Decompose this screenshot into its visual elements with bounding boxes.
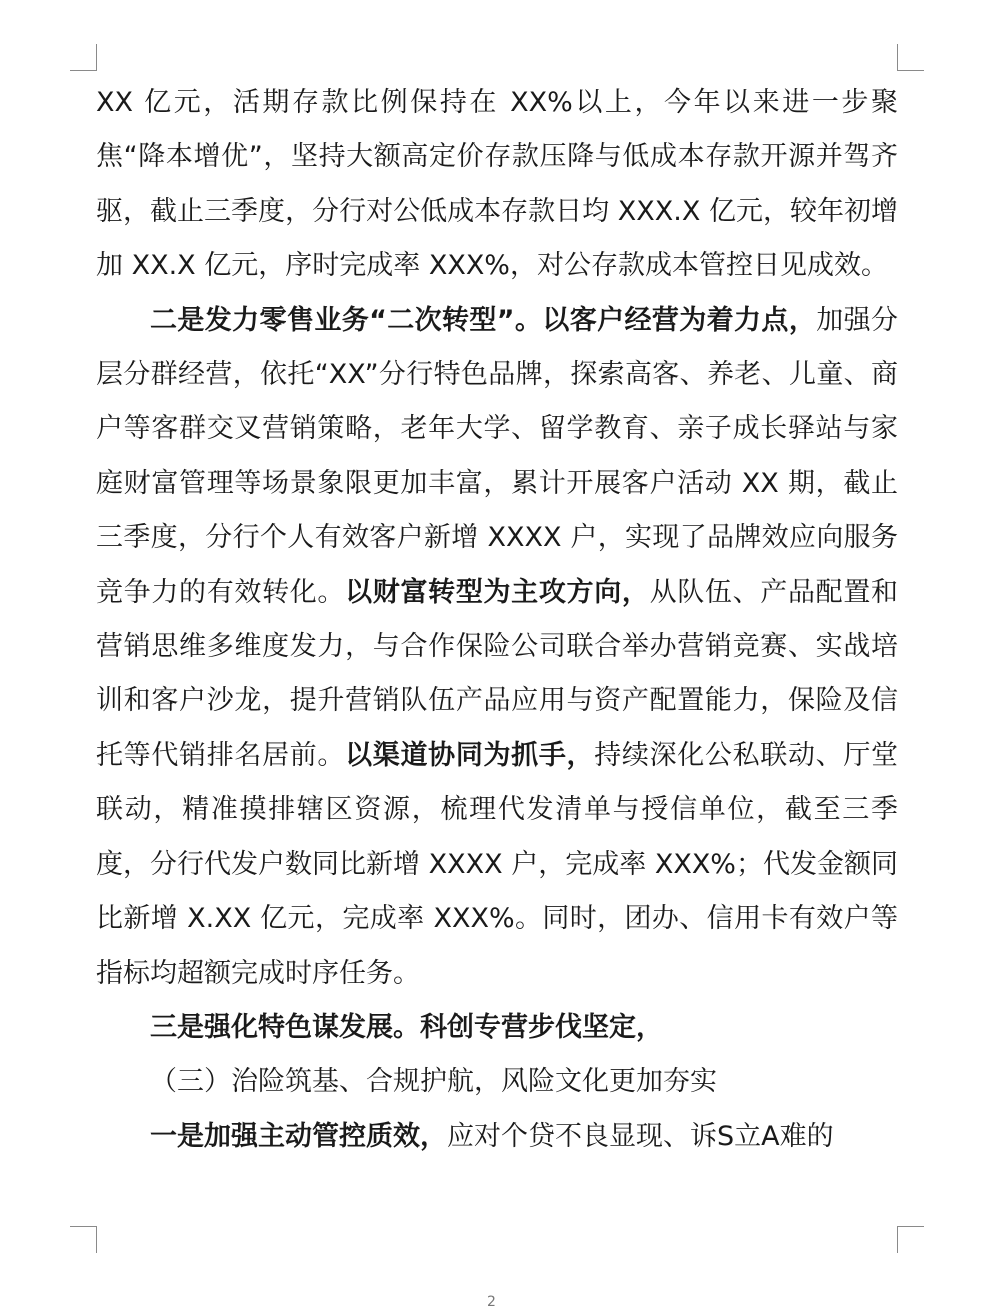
paragraph-retail-transformation [96,294,898,1001]
heading-specialty-development: 三是强化特色谋发展。科创专营步伐坚定， [150,1011,663,1043]
page-corner-mark-bottom-left [70,1226,97,1253]
page-corner-mark-bottom-right [897,1226,924,1253]
paragraph-specialty-development [96,1001,898,1055]
document-body [96,76,898,1164]
subheading-wealth-transformation: 以财富转型为主攻方向， [345,576,650,608]
section-heading-text: （三）治险筑基、合规护航，风险文化更加夯实 [150,1066,717,1098]
paragraph-deposit-cost [96,76,898,294]
paragraph-text: 从队伍、产品配置和营销思维多维度发力，与合作保险公司联合举办营销竞赛、实战培训和客户沙龙，提升营销队伍产品应用与资产配置能力，保险及信托等代销排名居前。 [96,576,899,771]
section-heading-risk-culture [96,1055,898,1109]
page-corner-mark-top-right [897,44,924,71]
heading-retail-transformation: 二是发力零售业务“二次转型”。以客户经营为着力点， [150,304,817,336]
paragraph-text: XX 亿元，活期存款比例保持在 XX%以上，今年以来进一步聚焦“降本增优”，坚持大额高定价存款压降与低成本存款开源并驾齐驱，截止三季度，分行对公低成本存款日均 XXX.X 亿元，较年初增加 XX.X 亿元，序时完成率 XXX%，对公存款成本管控日见成效。 [96,87,898,282]
paragraph-text: 加强分层分群经营，依托“XX”分行特色品牌，探索高客、养老、儿童、商户等客群交叉营销策略，老年大学、留学教育、亲子成长驿站与家庭财富管理等场景象限更加丰富，累计开展客户活动 XX 期，截止三季度，分行个人有效客户新增 XXXX 户，实现了品牌效应向服务竞争力的有效转化。 [96,304,898,608]
paragraph-active-control [96,1110,898,1164]
paragraph-text: 持续深化公私联动、厅堂联动，精准摸排辖区资源，梳理代发清单与授信单位，截至三季度，分行代发户数同比新增 XXXX 户，完成率 XXX%；代发金额同比新增 X.XX 亿元，完成率 XXX%。同时，团办、信用卡有效户等指标均超额完成时序任务。 [96,739,899,989]
subheading-channel-synergy: 以渠道协同为抓手， [345,739,595,771]
page-number: 2 [487,1294,496,1310]
page-corner-mark-top-left [70,44,97,71]
heading-active-control: 一是加强主动管控质效， [150,1120,447,1152]
paragraph-text: 应对个贷不良显现、诉S立A难的 [447,1120,834,1152]
